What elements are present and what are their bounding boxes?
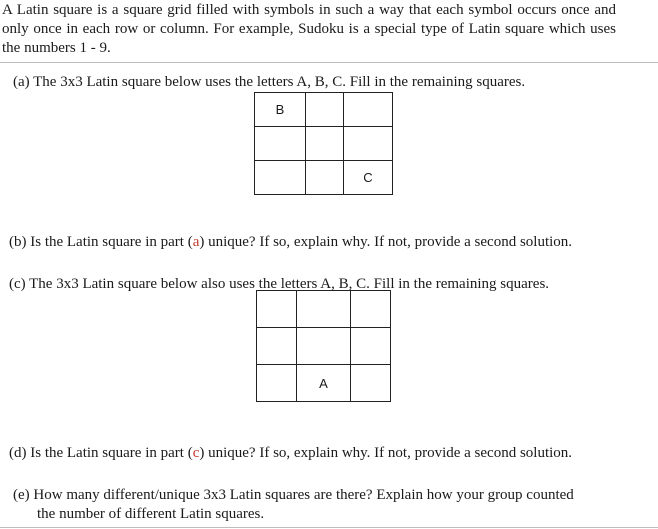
latin-square-c xyxy=(256,290,391,402)
cell-a-0-0[interactable]: B xyxy=(255,93,306,127)
cell-c-2-2[interactable] xyxy=(351,365,391,402)
question-b-suffix: ) unique? If so, explain why. If not, provide a second solution. xyxy=(199,234,573,250)
question-d-suffix: ) unique? If so, explain why. If not, provide a second solution. xyxy=(199,445,573,461)
question-e xyxy=(13,486,613,524)
question-d xyxy=(9,444,572,463)
cell-a-1-0[interactable] xyxy=(255,127,306,161)
bottom-border xyxy=(0,527,658,528)
intro-paragraph: A Latin square is a square grid filled with symbols in such a way that each symbol occurs once and only once in each row or column. For example, Sudoku is a special type of Latin square which uses the numbers 1 - 9. xyxy=(2,2,616,56)
cell-a-2-0[interactable] xyxy=(255,161,306,195)
cell-c-0-0[interactable] xyxy=(257,291,297,328)
cell-a-0-1[interactable] xyxy=(306,93,344,127)
latin-square-a xyxy=(254,92,393,195)
question-e-line2: the number of different Latin squares. xyxy=(37,506,265,522)
question-d-ref: c xyxy=(192,445,200,461)
cell-a-2-2[interactable]: C xyxy=(344,161,393,195)
question-d-prefix: (d) Is the Latin square in part ( xyxy=(9,445,193,461)
divider xyxy=(0,62,658,63)
question-e-line1: (e) How many different/unique 3x3 Latin squares are there? Explain how your group counted xyxy=(13,487,574,503)
cell-a-0-2[interactable] xyxy=(344,93,393,127)
cell-c-0-2[interactable] xyxy=(351,291,391,328)
cell-c-1-1[interactable] xyxy=(297,328,351,365)
question-b-ref: a xyxy=(192,234,200,250)
cell-c-1-0[interactable] xyxy=(257,328,297,365)
cell-a-1-2[interactable] xyxy=(344,127,393,161)
cell-c-0-1[interactable] xyxy=(297,291,351,328)
cell-c-2-0[interactable] xyxy=(257,365,297,402)
question-b xyxy=(9,233,572,252)
question-c: (c) The 3x3 Latin square below also uses the letters A, B, C. Fill in the remaining squares. xyxy=(9,276,550,292)
question-a: (a) The 3x3 Latin square below uses the letters A, B, C. Fill in the remaining squares. xyxy=(13,74,526,90)
question-b-prefix: (b) Is the Latin square in part ( xyxy=(9,234,193,250)
cell-a-1-1[interactable] xyxy=(306,127,344,161)
cell-a-2-1[interactable] xyxy=(306,161,344,195)
cell-c-1-2[interactable] xyxy=(351,328,391,365)
cell-c-2-1[interactable]: A xyxy=(297,365,351,402)
